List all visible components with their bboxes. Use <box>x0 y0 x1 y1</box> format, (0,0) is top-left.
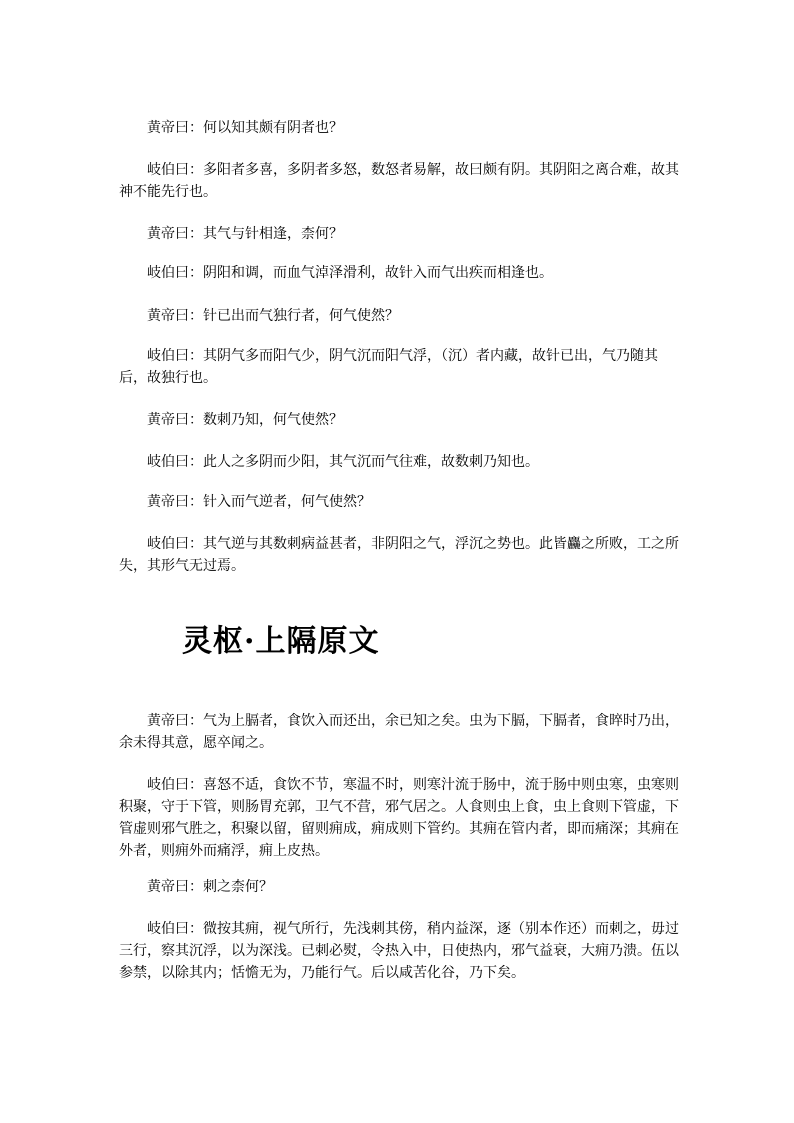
paragraph-answer: 岐伯曰：喜怒不适，食饮不节，寒温不时，则寒汁流于肠中，流于肠中则虫寒，虫寒则积聚，守于下管，则肠胃充郭，卫气不营，邪气居之。人食则虫上食，虫上食则下管虚，下管虚则邪气胜之，积聚以留，留则痈成，痈成则下管约。其痈在管内者，即而痛深；其痈在外者，则痈外而痛浮，痈上皮热。 <box>119 777 679 859</box>
paragraph-answer: 岐伯曰：其气逆与其数刺病益甚者，非阴阳之气，浮沉之势也。此皆麤之所败，工之所失，其形气无过焉。 <box>119 536 679 574</box>
paragraph-question: 黄帝曰：其气与针相逢，柰何？ <box>147 226 343 242</box>
paragraph-question: 黄帝曰：数刺乃知，何气使然？ <box>147 412 343 428</box>
paragraph-question: 黄帝曰：何以知其颇有阴者也？ <box>147 120 343 136</box>
paragraph-answer: 岐伯曰：此人之多阴而少阳，其气沉而气往难，故数刺乃知也。 <box>147 454 539 470</box>
section-title: 灵枢·上隔原文 <box>182 624 380 659</box>
paragraph-answer: 岐伯曰：微按其痈，视气所行，先浅刺其傍，稍内益深，逐（别本作还）而刺之，毋过三行，察其沉浮，以为深浅。已刺必熨，令热入中，日使热内，邪气益衰，大痈乃溃。伍以参禁，以除其内；恬憺无为，乃能行气。后以咸苦化谷，乃下矣。 <box>119 921 679 981</box>
paragraph-question: 黄帝曰：针入而气逆者，何气使然？ <box>147 494 371 510</box>
paragraph-question: 黄帝曰：刺之柰何？ <box>147 879 273 895</box>
paragraph-question: 黄帝曰：气为上膈者，食饮入而还出，余已知之矣。虫为下膈，下膈者，食晬时乃出，余未得其意，愿卒闻之。 <box>119 713 679 751</box>
paragraph-answer: 岐伯曰：其阴气多而阳气少，阴气沉而阳气浮，（沉）者内藏，故针已出，气乃随其后，故独行也。 <box>119 348 658 386</box>
paragraph-question: 黄帝曰：针已出而气独行者，何气使然？ <box>147 308 399 324</box>
paragraph-answer: 岐伯曰：多阳者多喜，多阴者多怒，数怒者易解，故曰颇有阴。其阴阳之离合难，故其神不能先行也。 <box>119 162 679 200</box>
paragraph-answer: 岐伯曰：阴阳和调，而血气淖泽滑利，故针入而气出疾而相逢也。 <box>147 265 553 281</box>
